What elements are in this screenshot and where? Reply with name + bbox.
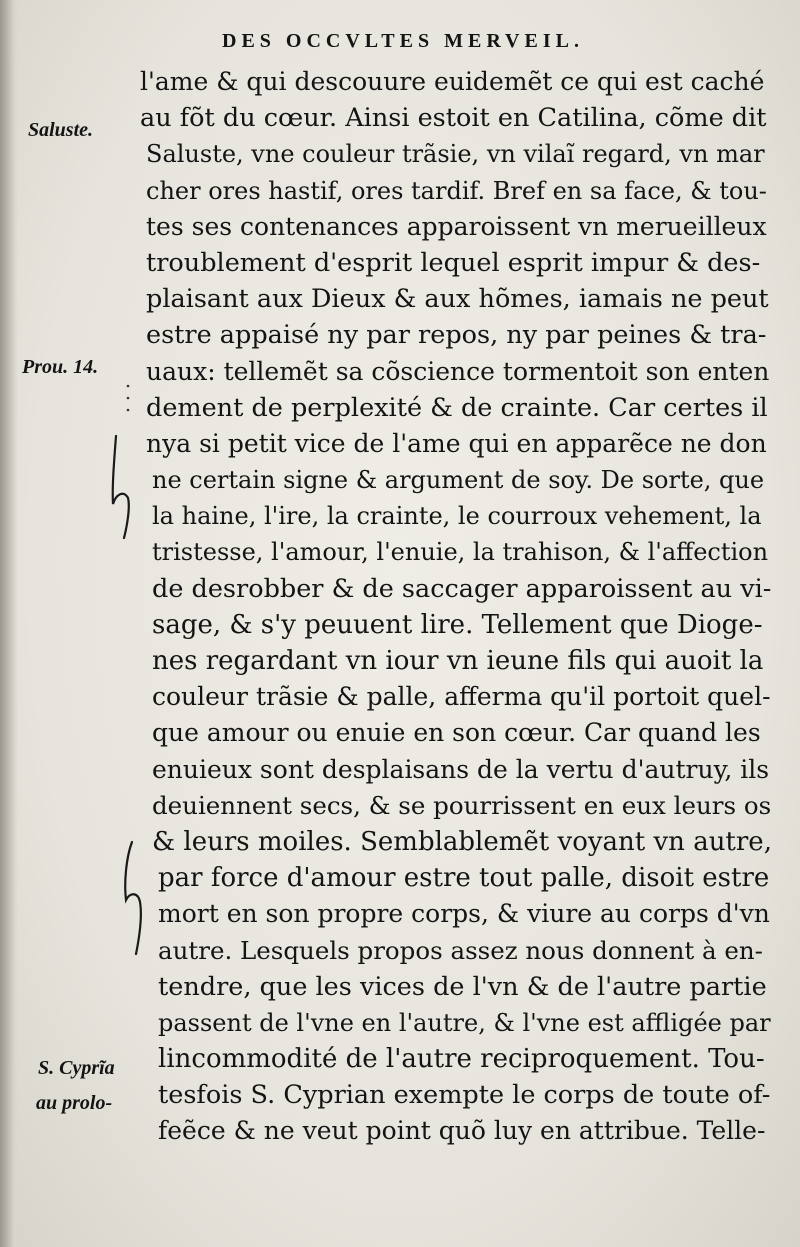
text-line: par force d'amour estre tout palle, disoit estre — [158, 863, 770, 894]
text-line: dement de perplexité & de crainte. Car certes il — [146, 392, 768, 423]
margin-note-cyprian-line1: S. Cyprĩa — [38, 1057, 115, 1079]
running-head: DES OCCVLTES MERVEIL. — [222, 30, 584, 52]
text-line: couleur trãsie & palle, afferma qu'il portoit quel- — [152, 682, 771, 712]
text-line: au fõt du cœur. Ainsi estoit en Catilina, cõme dit — [140, 103, 767, 134]
text-line: tristesse, l'amour, l'enuie, la trahison, & l'affection — [152, 538, 769, 567]
text-line: tendre, que les vices de l'vn & de l'autre partie — [158, 971, 767, 1002]
margin-note-saluste: Saluste. — [28, 119, 94, 141]
text-line: lincommodité de l'autre reciproquement. Tou- — [158, 1044, 765, 1075]
margin-note-prou: Prou. 14. — [22, 356, 99, 378]
text-line: enuieux sont desplaisans de la vertu d'autruy, ils — [152, 754, 770, 784]
text-line: cher ores hastif, ores tardif. Bref en sa face, & tou- — [146, 176, 767, 205]
text-line: nes regardant vn iour vn ieune fils qui auoit la — [152, 646, 764, 676]
text-line: nya si petit vice de l'ame qui en apparẽce ne don — [146, 428, 767, 458]
text-line: & leurs moiles. Semblablemẽt voyant vn autre, — [152, 826, 772, 857]
text-line: tesfois S. Cyprian exempte le corps de toute of- — [158, 1080, 771, 1111]
text-line: plaisant aux Dieux & aux hõmes, iamais ne peut — [146, 284, 769, 315]
text-line: estre appaisé ny par repos, ny par peines & tra- — [146, 320, 767, 351]
text-line: que amour ou enuie en son cœur. Car quand les — [152, 718, 761, 748]
text-line: feẽce & ne veut point quõ luy en attribue. Telle- — [158, 1116, 766, 1146]
text-line: uaux: tellemẽt sa cõscience tormentoit son enten — [146, 356, 770, 386]
page-gutter-shadow — [0, 0, 18, 1247]
text-line: la haine, l'ire, la crainte, le courroux vehement, la — [152, 502, 762, 531]
text-line: deuiennent secs, & se pourrissent en eux leurs os — [152, 790, 772, 820]
text-line: troublement d'esprit lequel esprit impur & des- — [146, 247, 761, 278]
text-line: mort en son propre corps, & viure au corps d'vn — [158, 899, 770, 929]
text-line: Saluste, vne couleur trãsie, vn vilaĩ regard, vn mar — [146, 140, 765, 169]
text-line: autre. Lesquels propos assez nous donnent à en- — [158, 935, 763, 965]
text-line: passent de l'vne en l'autre, & l'vne est affligée par — [158, 1008, 771, 1037]
text-line: sage, & s'y peuuent lire. Tellement que Dioge- — [152, 609, 763, 640]
text-line: tes ses contenances apparoissent vn merueilleux — [146, 211, 767, 241]
text-line: de desrobber & de saccager apparoissent au vi- — [152, 573, 772, 604]
text-line: l'ame & qui descouure euidemẽt ce qui est caché — [140, 67, 765, 96]
text-line: ne certain signe & argument de soy. De sorte, que — [152, 466, 765, 495]
body-text — [122, 64, 772, 1150]
margin-note-cyprian-line2: au prolo- — [36, 1092, 113, 1114]
